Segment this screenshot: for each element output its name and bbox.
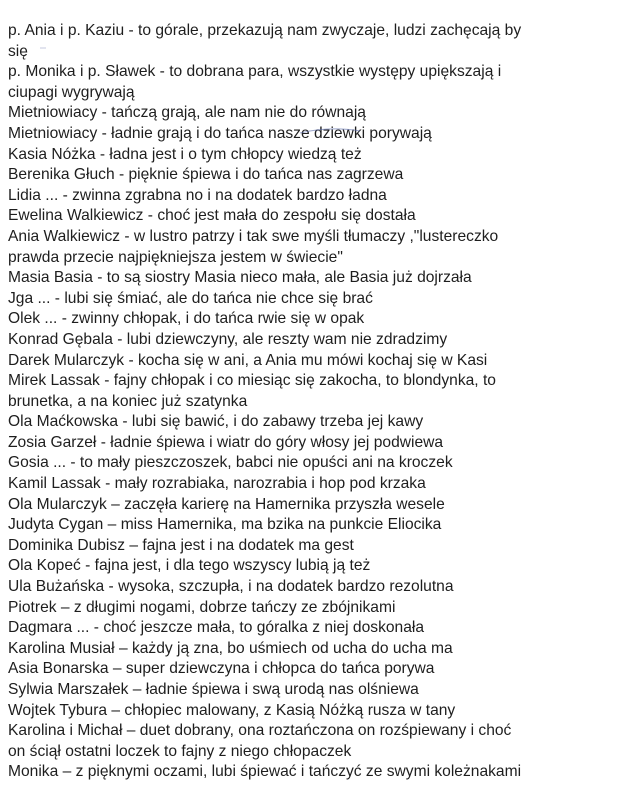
- text-line: Konrad Gębala - lubi dziewczyny, ale reszty wam nie zdradzimy: [8, 330, 448, 348]
- text-line: ciupagi wygrywają: [8, 83, 135, 101]
- text-line: Lidia ... - zwinna zgrabna no i na dodatek bardzo ładna: [8, 186, 387, 204]
- text-line: Ula Bużańska - wysoka, szczupła, i na dodatek bardzo rezolutna: [8, 578, 454, 596]
- text-line: Ania Walkiewicz - w lustro patrzy i tak swe myśli tłumaczy ,"lustereczko: [8, 227, 499, 245]
- text-line: Masia Basia - to są siostry Masia nieco mała, ale Basia już dojrzała: [8, 269, 472, 287]
- text-line: prawda przecie najpiękniejsza jestem w świecie": [8, 248, 343, 266]
- text-line: p. Monika i p. Sławek - to dobrana para, wszystkie występy upiększają i: [8, 63, 502, 81]
- text-line: Kamil Lassak - mały rozrabiaka, narozrabia i hop pod krzaka: [8, 475, 426, 493]
- text-line: Asia Bonarska – super dziewczyna i chłopca do tańca porywa: [8, 660, 435, 678]
- text-line: Mirek Lassak - fajny chłopak i co miesiąc się zakocha, to blondynka, to: [8, 372, 496, 390]
- text-line: Jga ... - lubi się śmiać, ale do tańca nie chce się brać: [8, 289, 373, 307]
- text-line: on ściął ostatni loczek to fajny z niego chłopaczek: [8, 742, 352, 760]
- text-line: Wojtek Tybura – chłopiec malowany, z Kasią Nóżką rusza w tany: [8, 701, 456, 719]
- text-line: Berenika Głuch - pięknie śpiewa i do tańca nas zagrzewa: [8, 166, 404, 184]
- text-line: Zosia Garzeł - ładnie śpiewa i wiatr do góry włosy jej podwiewa: [8, 433, 444, 451]
- text-line: Karolina Musiał – każdy ją zna, bo uśmiech od ucha do ucha ma: [8, 639, 453, 657]
- text-line: p. Ania i p. Kaziu - to górale, przekazują nam zwyczaje, ludzi zachęcają by: [8, 22, 522, 39]
- text-line: brunetka, a na koniec już szatynka: [8, 392, 248, 410]
- text-line: Dagmara ... - choć jeszcze mała, to góralka z niej doskonała: [8, 619, 425, 637]
- text-line: Dominika Dubisz – fajna jest i na dodatek ma gest: [8, 536, 354, 554]
- text-line: Ewelina Walkiewicz - choć jest mała do zespołu się dostała: [8, 207, 416, 225]
- text-line: Ola Kopeć - fajna jest, i dla tego wszyscy lubią ją też: [8, 557, 371, 575]
- document-text: [8, 21, 613, 783]
- text-line: Ola Maćkowska - lubi się bawić, i do zabawy trzeba jej kawy: [8, 413, 424, 431]
- text-line: Judyta Cygan – miss Hamernika, ma bzika na punkcie Eliocika: [8, 516, 442, 534]
- text-line: Gosia ... - to mały pieszczoszek, babci nie opuści ani na kroczek: [8, 454, 453, 472]
- text-line: Karolina i Michał – duet dobrany, ona roztańczona on rozśpiewany i choć: [8, 722, 512, 740]
- text-line: Mietniowiacy - ładnie grają i do tańca nasze dziewki porywają: [8, 124, 432, 142]
- text-line: Ola Mularczyk – zaczęła karierę na Hamernika przyszła wesele: [8, 495, 445, 513]
- text-line: Monika – z pięknymi oczami, lubi śpiewać i tańczyć ze swymi koleżnakami: [8, 763, 522, 781]
- text-line: Piotrek – z długimi nogami, dobrze tańczy ze zbójnikami: [8, 598, 396, 616]
- text-line: Olek ... - zwinny chłopak, i do tańca rwie się w opak: [8, 310, 365, 328]
- text-line: Mietniowiacy - tańczą grają, ale nam nie do równają: [8, 104, 366, 122]
- text-line: Kasia Nóżka - ładna jest i o tym chłopcy wiedzą też: [8, 145, 362, 163]
- text-line: się: [8, 42, 28, 60]
- text-line: Darek Mularczyk - kocha się w ani, a Ania mu mówi kochaj się w Kasi: [8, 351, 488, 369]
- text-line: Sylwia Marszałek – ładnie śpiewa i swą urodą nas olśniewa: [8, 681, 419, 698]
